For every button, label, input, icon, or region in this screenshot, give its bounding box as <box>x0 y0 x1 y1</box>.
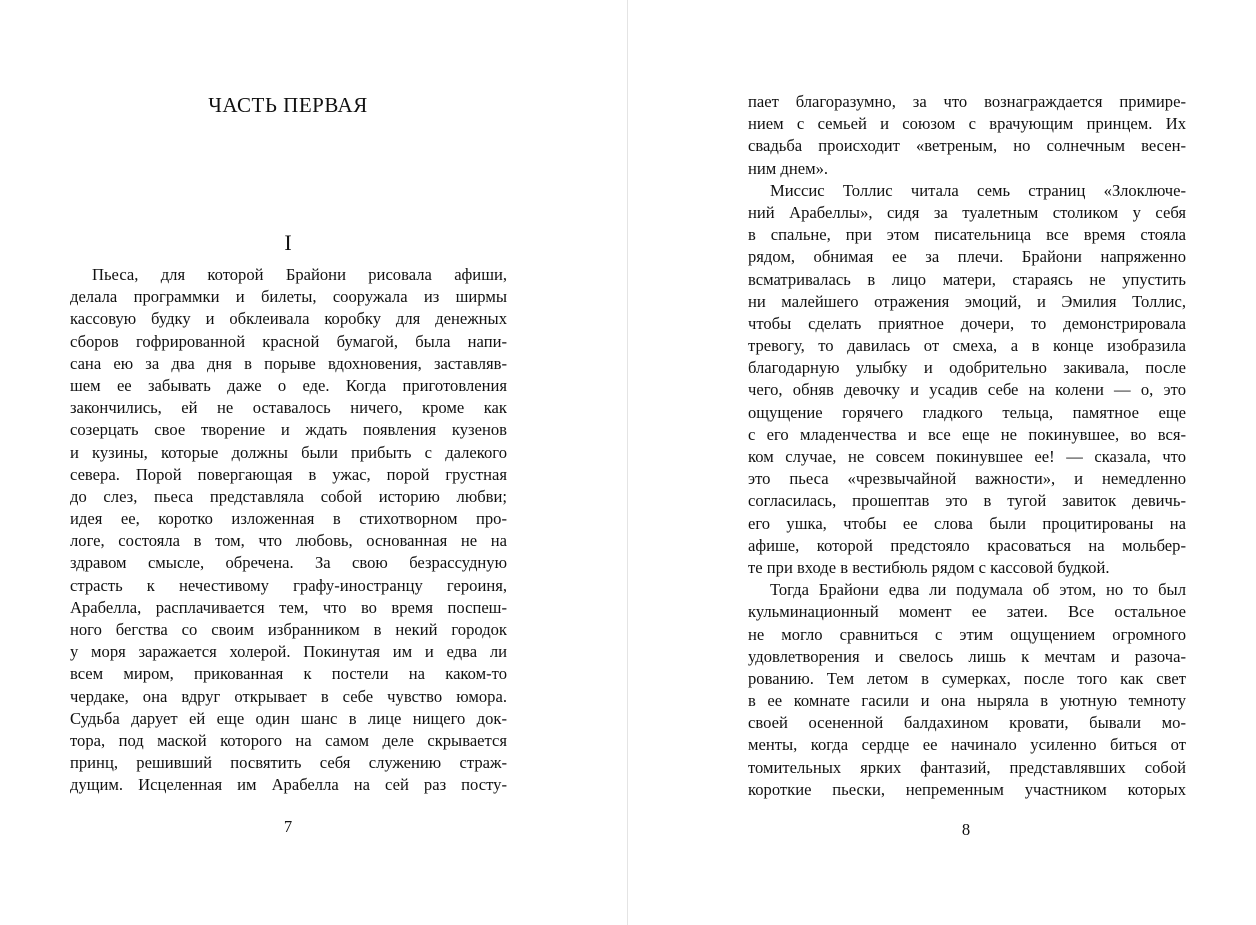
text-line: страсть к нечестивому графу-иностранцу героиня, <box>70 575 507 595</box>
page-number-right: 8 <box>961 820 971 839</box>
text-line: ком случае, не совсем покинувшее ее! — сказала, что <box>748 447 1186 466</box>
text-line: рядом, обнимая ее за плечи. Брайони напряженно <box>748 247 1186 267</box>
text-line: и кузины, которые должны были прибыть с далекого <box>70 442 507 462</box>
text-line: ного бегства со своим избранником в некий городок <box>70 620 507 639</box>
left-page <box>0 0 627 925</box>
text-line: здравом смысле, обречена. За свою безрассудную <box>70 553 507 573</box>
text-line: ни малейшего отражения эмоций, и Эмилия Толлис, <box>748 291 1186 311</box>
text-line: Судьба дарует ей еще один шанс в лице нищего док- <box>70 708 507 728</box>
text-line: чтобы сделать приятное дочери, то демонстрировала <box>748 313 1186 333</box>
text-line: ощущение горячего гладкого тельца, памятное еще <box>748 402 1186 422</box>
page-number-left: 7 <box>283 817 293 836</box>
text-line: рованию. Тем летом в сумерках, после того как свет <box>748 668 1186 688</box>
text-line: менты, когда сердце ее начинало усиленно биться от <box>748 735 1186 755</box>
text-line: это пьеса «чрезвычайной важности», и немедленно <box>748 469 1186 489</box>
text-line: всматривалась в лицо матери, стараясь не упустить <box>748 269 1186 289</box>
text-line: удовлетворения и свелось лишь к мечтам и разоча- <box>748 646 1186 666</box>
text-line: благодарную улыбку и одобрительно закивала, после <box>748 358 1186 378</box>
text-line: ним днем». <box>748 158 829 178</box>
text-line: чердаке, она вдруг открывает в себе чувство юмора. <box>70 686 507 706</box>
text-line: тора, под маской которого на самом деле скрывается <box>70 730 507 750</box>
text-line: принц, решивший посвятить себя служению страж- <box>70 753 507 773</box>
text-line: нием с семьей и союзом с врачующим принцем. Их <box>748 114 1186 134</box>
text-line: Арабелла, расплачивается тем, что во время поспеш- <box>70 597 507 617</box>
text-line: ний Арабеллы», сидя за туалетным столиком у себя <box>748 202 1186 222</box>
text-line: свадьба происходит «ветреным, но солнечным весен- <box>748 136 1186 156</box>
text-line: в спальне, при этом писательница все время стояла <box>748 225 1186 245</box>
text-line: чего, обняв девочку и усадив себе на колени — о, это <box>748 380 1186 400</box>
chapter-number: I <box>284 230 292 255</box>
text-line: своей осененной балдахином кровати, бывали мо- <box>748 713 1186 733</box>
text-line: севера. Порой повергающая в ужас, порой грустная <box>70 464 507 484</box>
text-line: афише, которой предстояло красоваться на мольбер- <box>748 535 1186 555</box>
text-line: дущим. Исцеленная им Арабелла на сей раз посту- <box>70 775 507 795</box>
text-line: закончились, ей не оставалось ничего, кроме как <box>70 398 507 418</box>
text-line: до слез, пьеса представляла собой историю любви; <box>70 486 507 506</box>
text-line: короткие пьески, непременным участником которых <box>748 779 1186 799</box>
text-line: Тогда Брайони едва ли подумала об этом, но то был <box>770 580 1186 600</box>
text-line: его ушка, чтобы ее слова были процитированы на <box>748 513 1186 533</box>
right-body-text <box>748 91 1186 801</box>
text-line: логе, состояла в том, что любовь, основанная не на <box>70 531 507 551</box>
text-line: сана ею за два дня в порыве вдохновения, заставляв- <box>70 353 507 373</box>
text-line: с его младенчества и все еще не покинувшее, во вся- <box>748 424 1186 444</box>
text-line: тревогу, то давилась от смеха, а в конце изобразила <box>748 336 1186 356</box>
right-page <box>628 0 1256 925</box>
text-line: Миссис Толлис читала семь страниц «Злоключе- <box>770 180 1186 200</box>
text-line: кульминационный момент ее затеи. Все остальное <box>748 602 1186 622</box>
part-title: ЧАСТЬ ПЕРВАЯ <box>208 93 368 117</box>
text-line: Пьеса, для которой Брайони рисовала афиши, <box>92 265 507 284</box>
text-line: шем ее забывать даже о еде. Когда приготовления <box>70 375 507 395</box>
text-line: созерцать свое творение и ждать появления кузенов <box>70 420 507 440</box>
text-line: согласилась, прошептав это в тугой завиток девичь- <box>748 491 1186 511</box>
text-line: делала программки и билеты, сооружала из ширмы <box>70 287 507 307</box>
text-line: те при входе в вестибюль рядом с кассовой будкой. <box>748 557 1110 577</box>
text-line: кассовую будку и обклеивала коробку для денежных <box>70 309 507 329</box>
text-line: не могло сравниться с этим ощущением огромного <box>748 624 1186 644</box>
left-body-text <box>70 264 507 797</box>
text-line: томительных ярких фантазий, представлявших собой <box>748 757 1186 777</box>
text-line: у моря заражается холерой. Покинутая им и едва ли <box>70 642 507 662</box>
text-line: в ее комнате гасили и она ныряла в уютную темноту <box>748 691 1186 711</box>
text-line: всем миром, прикованная к постели на каком-то <box>70 664 507 684</box>
text-line: сборов гофрированной красной бумагой, была напи- <box>70 331 507 351</box>
text-line: идея ее, коротко изложенная в стихотворном про- <box>70 509 507 529</box>
text-line: пает благоразумно, за что вознаграждается примире- <box>748 92 1186 111</box>
